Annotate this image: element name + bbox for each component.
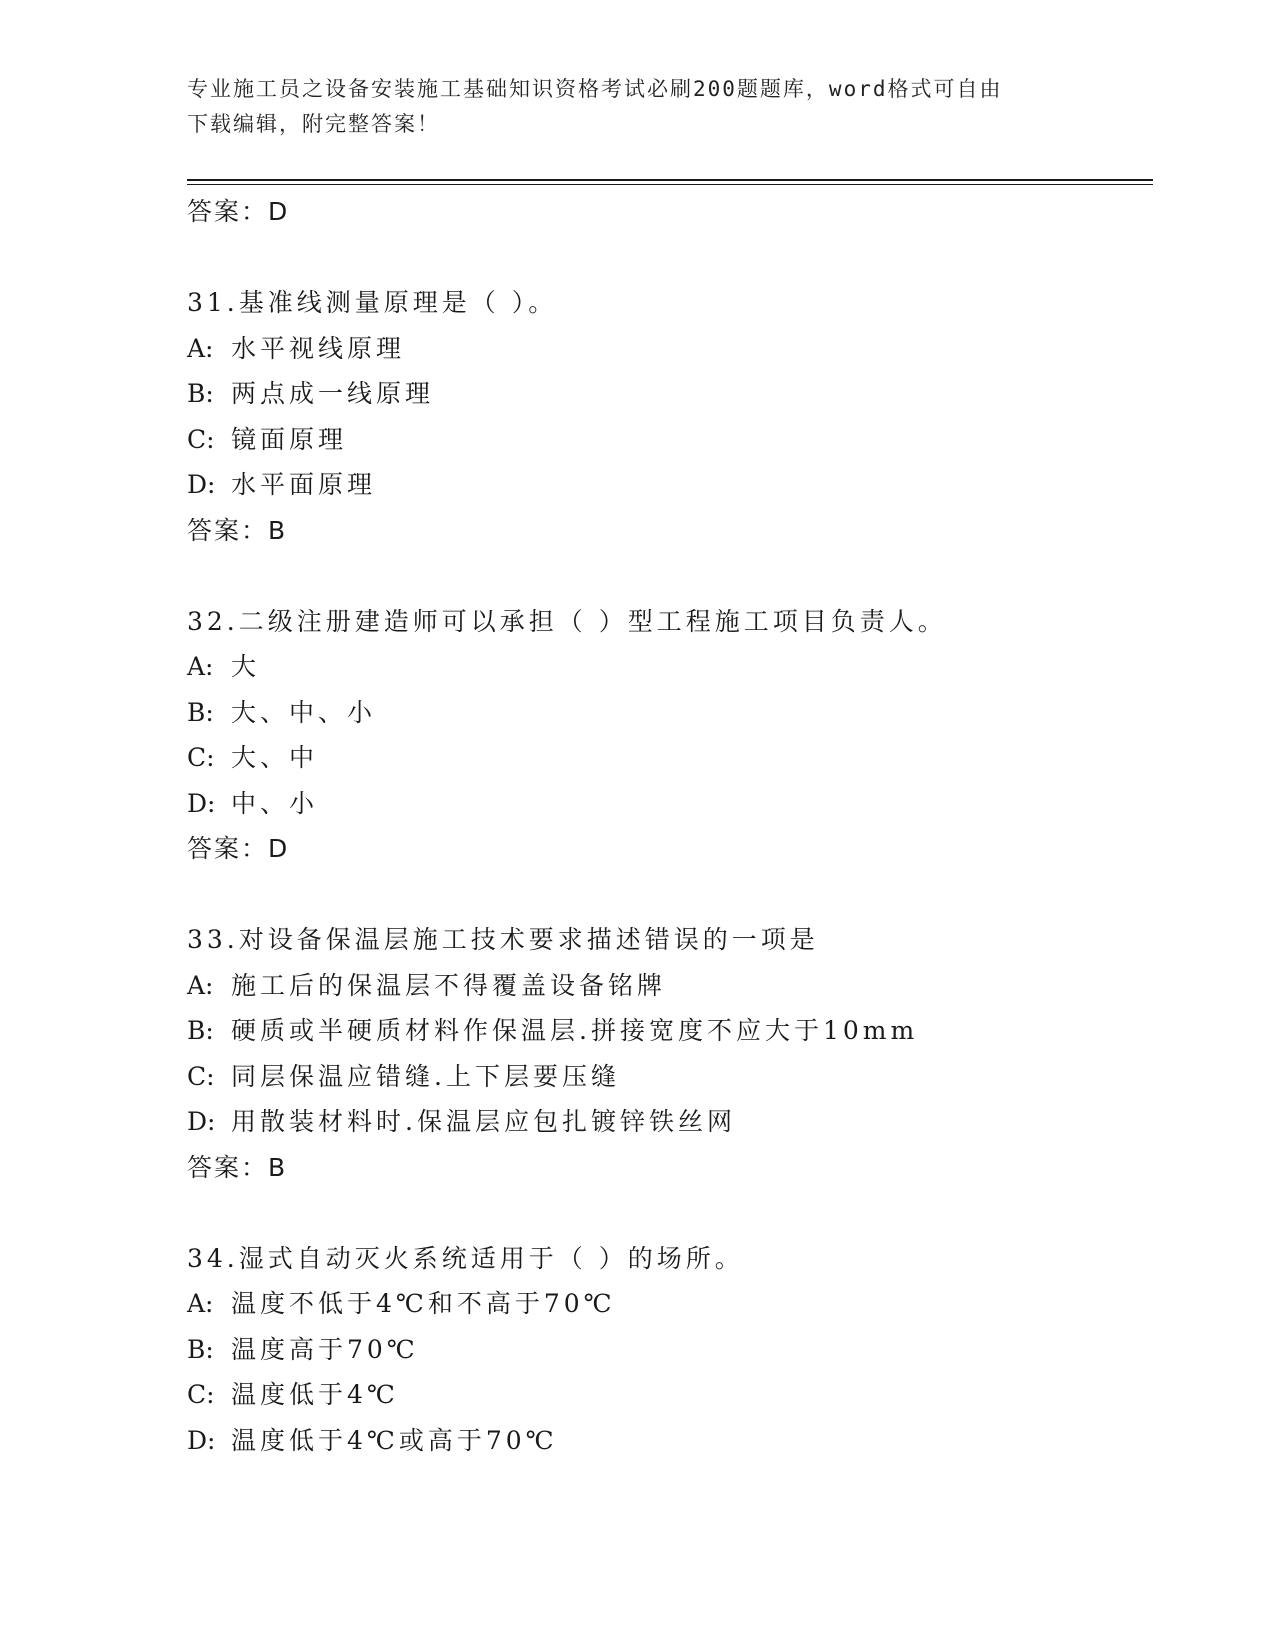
option-text: 大、中 [231, 743, 319, 772]
option-text: 两点成一线原理 [231, 379, 435, 408]
option-d [187, 1099, 1153, 1145]
option-text: 水平视线原理 [231, 333, 406, 363]
option-text: 温度高于70℃ [231, 1334, 419, 1364]
header-divider-thick [187, 179, 1153, 181]
option-label: C: [187, 1380, 215, 1409]
option-label: A: [187, 1289, 214, 1318]
option-text: 硬质或半硬质材料作保温层.拼接宽度不应大于10mm [231, 1016, 919, 1045]
answer-line: 答案：B [187, 515, 288, 545]
spacer [187, 872, 1153, 918]
question-stem: 31.基准线测量原理是（ ）。 [187, 288, 558, 317]
option-label: D: [187, 1425, 216, 1455]
option-text: 大 [231, 652, 261, 681]
option-label: C: [187, 1061, 215, 1091]
header-divider-thin [187, 184, 1153, 185]
option-d [187, 1418, 1153, 1464]
option-text: 中、小 [231, 788, 319, 818]
answer-line: 答案：B [187, 1152, 288, 1182]
question-31 [187, 280, 1153, 553]
option-label: C: [187, 424, 215, 454]
option-text: 温度低于4℃或高于70℃ [231, 1425, 558, 1455]
option-d [187, 462, 1153, 508]
option-label: A: [187, 333, 214, 363]
option-a [187, 1281, 1153, 1327]
option-label: B: [187, 1334, 214, 1364]
option-text: 大、中、小 [231, 697, 377, 727]
document-header [187, 72, 1087, 142]
option-a [187, 644, 1153, 690]
option-label: A: [187, 970, 214, 1000]
option-b [187, 1327, 1153, 1373]
option-b [187, 690, 1153, 736]
option-c [187, 1372, 1153, 1418]
question-stem: 32.二级注册建造师可以承担（ ）型工程施工项目负责人。 [187, 606, 947, 636]
option-label: D: [187, 470, 216, 499]
spacer [187, 1190, 1153, 1236]
option-text: 水平面原理 [231, 470, 377, 499]
answer-line: 答案：D [187, 834, 290, 863]
option-c [187, 417, 1153, 463]
question-stem: 34.湿式自动灭火系统适用于（ ）的场所。 [187, 1243, 744, 1273]
option-a [187, 963, 1153, 1009]
option-label: B: [187, 379, 214, 408]
option-c [187, 735, 1153, 781]
option-text: 同层保温应错缝.上下层要压缝 [231, 1061, 620, 1091]
option-label: C: [187, 743, 215, 772]
option-label: B: [187, 697, 214, 727]
answer-line: 答案：D [187, 197, 290, 226]
option-b [187, 1008, 1153, 1054]
question-list [187, 189, 1153, 1463]
option-text: 温度低于4℃ [231, 1380, 399, 1409]
question-33 [187, 917, 1153, 1190]
spacer [187, 235, 1153, 281]
option-text: 用散装材料时.保温层应包扎镀锌铁丝网 [231, 1107, 736, 1136]
spacer [187, 553, 1153, 599]
question-32 [187, 599, 1153, 872]
header-line-1: 专业施工员之设备安装施工基础知识资格考试必刷200题题库，word格式可自由 [187, 77, 1003, 101]
option-text: 施工后的保温层不得覆盖设备铭牌 [231, 970, 667, 1000]
option-c [187, 1054, 1153, 1100]
option-label: D: [187, 1107, 216, 1136]
option-text: 温度不低于4℃和不高于70℃ [231, 1289, 616, 1318]
option-b [187, 371, 1153, 417]
option-label: D: [187, 788, 216, 818]
question-34 [187, 1236, 1153, 1464]
header-line-2: 下载编辑，附完整答案！ [187, 112, 440, 136]
option-text: 镜面原理 [231, 424, 348, 454]
option-label: A: [187, 652, 214, 681]
question-stem: 33.对设备保温层施工技术要求描述错误的一项是 [187, 925, 819, 954]
option-d [187, 781, 1153, 827]
option-a [187, 326, 1153, 372]
option-label: B: [187, 1016, 214, 1045]
